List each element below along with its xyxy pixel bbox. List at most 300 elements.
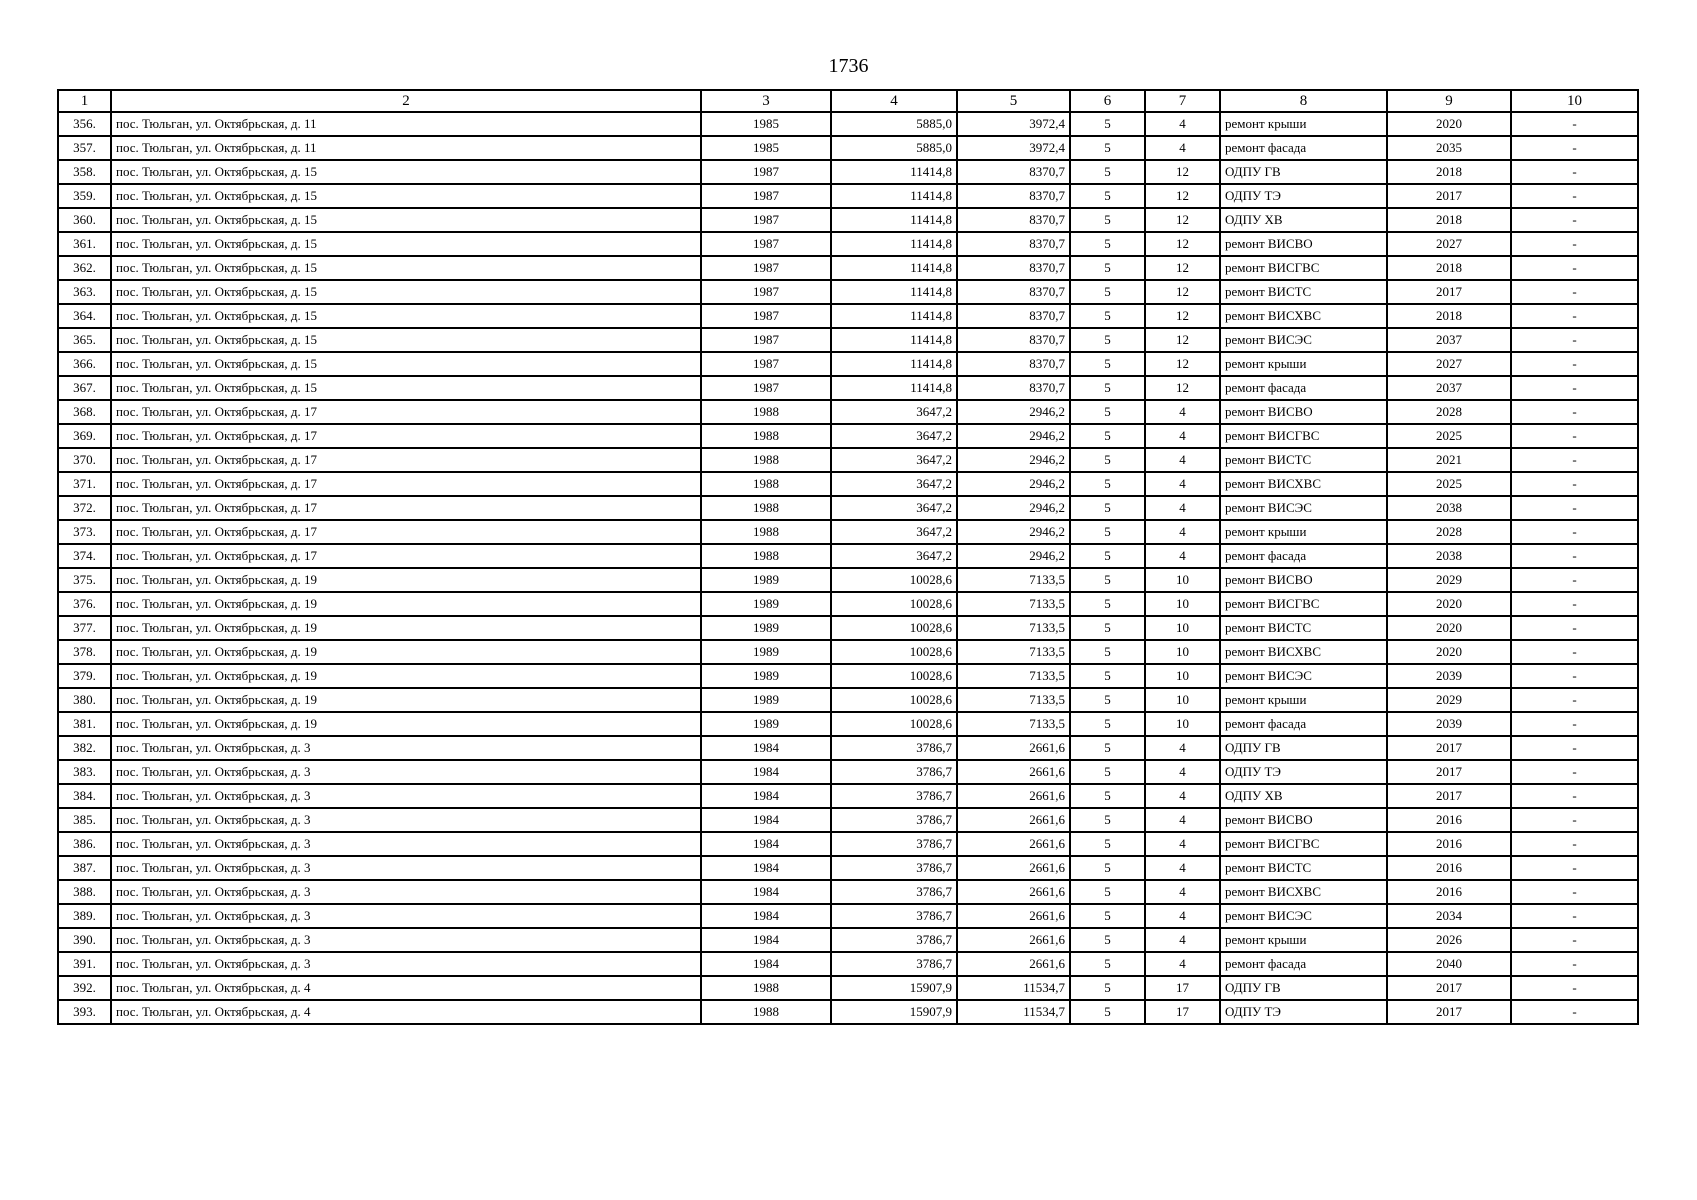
column-header: 7 bbox=[1145, 90, 1220, 112]
table-row bbox=[58, 952, 1638, 976]
total-area-cell: 3786,7 bbox=[831, 928, 957, 952]
plan-year-cell: 2037 bbox=[1387, 376, 1511, 400]
work-type-cell: ремонт фасада bbox=[1220, 952, 1387, 976]
work-type-cell: ремонт фасада bbox=[1220, 544, 1387, 568]
work-type-cell: ремонт фасада bbox=[1220, 712, 1387, 736]
year-cell: 1987 bbox=[701, 304, 831, 328]
address-cell: пос. Тюльган, ул. Октябрьская, д. 19 bbox=[111, 616, 701, 640]
note-cell: - bbox=[1511, 880, 1638, 904]
table-row bbox=[58, 688, 1638, 712]
row-number-cell: 372. bbox=[58, 496, 111, 520]
living-area-cell: 7133,5 bbox=[957, 712, 1070, 736]
work-type-cell: ОДПУ ГВ bbox=[1220, 736, 1387, 760]
floors-cell: 5 bbox=[1070, 472, 1145, 496]
total-area-cell: 10028,6 bbox=[831, 616, 957, 640]
plan-year-cell: 2028 bbox=[1387, 400, 1511, 424]
plan-year-cell: 2017 bbox=[1387, 1000, 1511, 1024]
plan-year-cell: 2029 bbox=[1387, 568, 1511, 592]
total-area-cell: 11414,8 bbox=[831, 328, 957, 352]
address-cell: пос. Тюльган, ул. Октябрьская, д. 4 bbox=[111, 976, 701, 1000]
living-area-cell: 2946,2 bbox=[957, 544, 1070, 568]
row-number-cell: 375. bbox=[58, 568, 111, 592]
row-number-cell: 391. bbox=[58, 952, 111, 976]
note-cell: - bbox=[1511, 112, 1638, 136]
year-cell: 1984 bbox=[701, 808, 831, 832]
total-area-cell: 3786,7 bbox=[831, 856, 957, 880]
year-cell: 1984 bbox=[701, 952, 831, 976]
table-row bbox=[58, 712, 1638, 736]
note-cell: - bbox=[1511, 952, 1638, 976]
row-number-cell: 384. bbox=[58, 784, 111, 808]
total-area-cell: 5885,0 bbox=[831, 136, 957, 160]
address-cell: пос. Тюльган, ул. Октябрьская, д. 11 bbox=[111, 112, 701, 136]
living-area-cell: 2661,6 bbox=[957, 784, 1070, 808]
living-area-cell: 2661,6 bbox=[957, 736, 1070, 760]
note-cell: - bbox=[1511, 424, 1638, 448]
year-cell: 1989 bbox=[701, 712, 831, 736]
address-cell: пос. Тюльган, ул. Октябрьская, д. 19 bbox=[111, 688, 701, 712]
row-number-cell: 361. bbox=[58, 232, 111, 256]
row-number-cell: 393. bbox=[58, 1000, 111, 1024]
total-area-cell: 11414,8 bbox=[831, 232, 957, 256]
floors-cell: 5 bbox=[1070, 544, 1145, 568]
total-area-cell: 3786,7 bbox=[831, 832, 957, 856]
entrances-cell: 10 bbox=[1145, 712, 1220, 736]
floors-cell: 5 bbox=[1070, 424, 1145, 448]
entrances-cell: 4 bbox=[1145, 400, 1220, 424]
work-type-cell: ОДПУ ХВ bbox=[1220, 784, 1387, 808]
plan-year-cell: 2025 bbox=[1387, 472, 1511, 496]
address-cell: пос. Тюльган, ул. Октябрьская, д. 19 bbox=[111, 592, 701, 616]
work-type-cell: ОДПУ ТЭ bbox=[1220, 1000, 1387, 1024]
year-cell: 1984 bbox=[701, 928, 831, 952]
year-cell: 1987 bbox=[701, 280, 831, 304]
living-area-cell: 7133,5 bbox=[957, 664, 1070, 688]
column-header: 9 bbox=[1387, 90, 1511, 112]
note-cell: - bbox=[1511, 184, 1638, 208]
address-cell: пос. Тюльган, ул. Октябрьская, д. 15 bbox=[111, 208, 701, 232]
note-cell: - bbox=[1511, 520, 1638, 544]
row-number-cell: 380. bbox=[58, 688, 111, 712]
total-area-cell: 3786,7 bbox=[831, 952, 957, 976]
plan-year-cell: 2027 bbox=[1387, 352, 1511, 376]
address-cell: пос. Тюльган, ул. Октябрьская, д. 17 bbox=[111, 400, 701, 424]
entrances-cell: 4 bbox=[1145, 808, 1220, 832]
row-number-cell: 378. bbox=[58, 640, 111, 664]
entrances-cell: 4 bbox=[1145, 472, 1220, 496]
address-cell: пос. Тюльган, ул. Октябрьская, д. 17 bbox=[111, 544, 701, 568]
year-cell: 1988 bbox=[701, 424, 831, 448]
plan-year-cell: 2018 bbox=[1387, 208, 1511, 232]
entrances-cell: 12 bbox=[1145, 160, 1220, 184]
total-area-cell: 10028,6 bbox=[831, 640, 957, 664]
column-header: 5 bbox=[957, 90, 1070, 112]
entrances-cell: 12 bbox=[1145, 184, 1220, 208]
year-cell: 1989 bbox=[701, 616, 831, 640]
floors-cell: 5 bbox=[1070, 112, 1145, 136]
note-cell: - bbox=[1511, 160, 1638, 184]
living-area-cell: 7133,5 bbox=[957, 640, 1070, 664]
table-row bbox=[58, 400, 1638, 424]
living-area-cell: 8370,7 bbox=[957, 352, 1070, 376]
total-area-cell: 3786,7 bbox=[831, 904, 957, 928]
living-area-cell: 8370,7 bbox=[957, 256, 1070, 280]
table-row bbox=[58, 256, 1638, 280]
work-type-cell: ремонт крыши bbox=[1220, 112, 1387, 136]
total-area-cell: 3647,2 bbox=[831, 472, 957, 496]
table-row bbox=[58, 832, 1638, 856]
living-area-cell: 11534,7 bbox=[957, 1000, 1070, 1024]
plan-year-cell: 2038 bbox=[1387, 544, 1511, 568]
year-cell: 1987 bbox=[701, 160, 831, 184]
row-number-cell: 379. bbox=[58, 664, 111, 688]
entrances-cell: 10 bbox=[1145, 640, 1220, 664]
work-type-cell: ремонт ВИСХВС bbox=[1220, 880, 1387, 904]
plan-year-cell: 2034 bbox=[1387, 904, 1511, 928]
table-row bbox=[58, 232, 1638, 256]
year-cell: 1985 bbox=[701, 136, 831, 160]
total-area-cell: 3786,7 bbox=[831, 784, 957, 808]
address-cell: пос. Тюльган, ул. Октябрьская, д. 19 bbox=[111, 640, 701, 664]
work-type-cell: ремонт ВИСТС bbox=[1220, 616, 1387, 640]
note-cell: - bbox=[1511, 328, 1638, 352]
row-number-cell: 360. bbox=[58, 208, 111, 232]
work-type-cell: ремонт ВИСХВС bbox=[1220, 640, 1387, 664]
row-number-cell: 376. bbox=[58, 592, 111, 616]
plan-year-cell: 2035 bbox=[1387, 136, 1511, 160]
plan-year-cell: 2017 bbox=[1387, 280, 1511, 304]
table-row bbox=[58, 592, 1638, 616]
year-cell: 1988 bbox=[701, 472, 831, 496]
entrances-cell: 4 bbox=[1145, 904, 1220, 928]
living-area-cell: 7133,5 bbox=[957, 568, 1070, 592]
year-cell: 1989 bbox=[701, 688, 831, 712]
living-area-cell: 2946,2 bbox=[957, 448, 1070, 472]
address-cell: пос. Тюльган, ул. Октябрьская, д. 17 bbox=[111, 424, 701, 448]
living-area-cell: 8370,7 bbox=[957, 328, 1070, 352]
living-area-cell: 2946,2 bbox=[957, 520, 1070, 544]
row-number-cell: 387. bbox=[58, 856, 111, 880]
address-cell: пос. Тюльган, ул. Октябрьская, д. 19 bbox=[111, 664, 701, 688]
year-cell: 1984 bbox=[701, 856, 831, 880]
floors-cell: 5 bbox=[1070, 952, 1145, 976]
note-cell: - bbox=[1511, 712, 1638, 736]
living-area-cell: 2661,6 bbox=[957, 904, 1070, 928]
work-type-cell: ремонт ВИСЭС bbox=[1220, 904, 1387, 928]
row-number-cell: 368. bbox=[58, 400, 111, 424]
living-area-cell: 8370,7 bbox=[957, 232, 1070, 256]
work-type-cell: ремонт ВИСГВС bbox=[1220, 832, 1387, 856]
address-cell: пос. Тюльган, ул. Октябрьская, д. 19 bbox=[111, 568, 701, 592]
living-area-cell: 2661,6 bbox=[957, 832, 1070, 856]
note-cell: - bbox=[1511, 664, 1638, 688]
total-area-cell: 3647,2 bbox=[831, 448, 957, 472]
address-cell: пос. Тюльган, ул. Октябрьская, д. 3 bbox=[111, 928, 701, 952]
year-cell: 1984 bbox=[701, 760, 831, 784]
plan-year-cell: 2020 bbox=[1387, 640, 1511, 664]
entrances-cell: 4 bbox=[1145, 928, 1220, 952]
plan-year-cell: 2026 bbox=[1387, 928, 1511, 952]
table-row bbox=[58, 328, 1638, 352]
work-type-cell: ремонт фасада bbox=[1220, 376, 1387, 400]
address-cell: пос. Тюльган, ул. Октябрьская, д. 17 bbox=[111, 448, 701, 472]
address-cell: пос. Тюльган, ул. Октябрьская, д. 3 bbox=[111, 760, 701, 784]
address-cell: пос. Тюльган, ул. Октябрьская, д. 15 bbox=[111, 256, 701, 280]
year-cell: 1988 bbox=[701, 448, 831, 472]
table-row bbox=[58, 976, 1638, 1000]
floors-cell: 5 bbox=[1070, 1000, 1145, 1024]
floors-cell: 5 bbox=[1070, 352, 1145, 376]
plan-year-cell: 2017 bbox=[1387, 976, 1511, 1000]
work-type-cell: ремонт ВИСВО bbox=[1220, 808, 1387, 832]
entrances-cell: 10 bbox=[1145, 664, 1220, 688]
floors-cell: 5 bbox=[1070, 208, 1145, 232]
table-row bbox=[58, 424, 1638, 448]
header-row bbox=[58, 90, 1638, 112]
living-area-cell: 8370,7 bbox=[957, 376, 1070, 400]
note-cell: - bbox=[1511, 496, 1638, 520]
entrances-cell: 4 bbox=[1145, 544, 1220, 568]
total-area-cell: 15907,9 bbox=[831, 976, 957, 1000]
note-cell: - bbox=[1511, 448, 1638, 472]
year-cell: 1984 bbox=[701, 784, 831, 808]
note-cell: - bbox=[1511, 400, 1638, 424]
floors-cell: 5 bbox=[1070, 928, 1145, 952]
table-row bbox=[58, 616, 1638, 640]
floors-cell: 5 bbox=[1070, 808, 1145, 832]
entrances-cell: 4 bbox=[1145, 856, 1220, 880]
floors-cell: 5 bbox=[1070, 688, 1145, 712]
table-row bbox=[58, 472, 1638, 496]
row-number-cell: 367. bbox=[58, 376, 111, 400]
year-cell: 1987 bbox=[701, 328, 831, 352]
entrances-cell: 4 bbox=[1145, 880, 1220, 904]
entrances-cell: 12 bbox=[1145, 232, 1220, 256]
living-area-cell: 11534,7 bbox=[957, 976, 1070, 1000]
entrances-cell: 4 bbox=[1145, 136, 1220, 160]
total-area-cell: 11414,8 bbox=[831, 376, 957, 400]
work-type-cell: ремонт ВИСВО bbox=[1220, 568, 1387, 592]
table-row bbox=[58, 880, 1638, 904]
entrances-cell: 4 bbox=[1145, 496, 1220, 520]
row-number-cell: 392. bbox=[58, 976, 111, 1000]
row-number-cell: 374. bbox=[58, 544, 111, 568]
living-area-cell: 8370,7 bbox=[957, 208, 1070, 232]
plan-year-cell: 2020 bbox=[1387, 592, 1511, 616]
entrances-cell: 4 bbox=[1145, 112, 1220, 136]
work-type-cell: ремонт ВИСТС bbox=[1220, 448, 1387, 472]
column-header: 8 bbox=[1220, 90, 1387, 112]
address-cell: пос. Тюльган, ул. Октябрьская, д. 3 bbox=[111, 736, 701, 760]
floors-cell: 5 bbox=[1070, 160, 1145, 184]
row-number-cell: 383. bbox=[58, 760, 111, 784]
table-row bbox=[58, 808, 1638, 832]
note-cell: - bbox=[1511, 592, 1638, 616]
entrances-cell: 4 bbox=[1145, 520, 1220, 544]
address-cell: пос. Тюльган, ул. Октябрьская, д. 15 bbox=[111, 376, 701, 400]
year-cell: 1984 bbox=[701, 736, 831, 760]
note-cell: - bbox=[1511, 832, 1638, 856]
floors-cell: 5 bbox=[1070, 496, 1145, 520]
living-area-cell: 7133,5 bbox=[957, 616, 1070, 640]
note-cell: - bbox=[1511, 688, 1638, 712]
entrances-cell: 10 bbox=[1145, 616, 1220, 640]
entrances-cell: 12 bbox=[1145, 208, 1220, 232]
year-cell: 1988 bbox=[701, 496, 831, 520]
table-row bbox=[58, 784, 1638, 808]
floors-cell: 5 bbox=[1070, 592, 1145, 616]
living-area-cell: 2946,2 bbox=[957, 400, 1070, 424]
year-cell: 1987 bbox=[701, 352, 831, 376]
table-row bbox=[58, 208, 1638, 232]
floors-cell: 5 bbox=[1070, 400, 1145, 424]
entrances-cell: 12 bbox=[1145, 328, 1220, 352]
row-number-cell: 382. bbox=[58, 736, 111, 760]
address-cell: пос. Тюльган, ул. Октябрьская, д. 3 bbox=[111, 832, 701, 856]
year-cell: 1987 bbox=[701, 376, 831, 400]
total-area-cell: 3647,2 bbox=[831, 520, 957, 544]
table-row bbox=[58, 112, 1638, 136]
entrances-cell: 12 bbox=[1145, 256, 1220, 280]
year-cell: 1989 bbox=[701, 640, 831, 664]
note-cell: - bbox=[1511, 304, 1638, 328]
living-area-cell: 2946,2 bbox=[957, 472, 1070, 496]
living-area-cell: 2661,6 bbox=[957, 880, 1070, 904]
total-area-cell: 3786,7 bbox=[831, 880, 957, 904]
living-area-cell: 3972,4 bbox=[957, 112, 1070, 136]
address-cell: пос. Тюльган, ул. Октябрьская, д. 3 bbox=[111, 784, 701, 808]
registry-table bbox=[57, 89, 1639, 1025]
work-type-cell: ОДПУ ГВ bbox=[1220, 976, 1387, 1000]
address-cell: пос. Тюльган, ул. Октябрьская, д. 15 bbox=[111, 160, 701, 184]
work-type-cell: ремонт ВИСВО bbox=[1220, 400, 1387, 424]
note-cell: - bbox=[1511, 208, 1638, 232]
living-area-cell: 8370,7 bbox=[957, 184, 1070, 208]
floors-cell: 5 bbox=[1070, 736, 1145, 760]
note-cell: - bbox=[1511, 760, 1638, 784]
work-type-cell: ОДПУ ТЭ bbox=[1220, 760, 1387, 784]
table-row bbox=[58, 520, 1638, 544]
floors-cell: 5 bbox=[1070, 136, 1145, 160]
table-row bbox=[58, 904, 1638, 928]
living-area-cell: 8370,7 bbox=[957, 280, 1070, 304]
total-area-cell: 10028,6 bbox=[831, 592, 957, 616]
year-cell: 1984 bbox=[701, 880, 831, 904]
plan-year-cell: 2017 bbox=[1387, 736, 1511, 760]
column-header: 3 bbox=[701, 90, 831, 112]
table-row bbox=[58, 376, 1638, 400]
note-cell: - bbox=[1511, 544, 1638, 568]
living-area-cell: 7133,5 bbox=[957, 688, 1070, 712]
floors-cell: 5 bbox=[1070, 376, 1145, 400]
entrances-cell: 4 bbox=[1145, 736, 1220, 760]
total-area-cell: 10028,6 bbox=[831, 712, 957, 736]
total-area-cell: 10028,6 bbox=[831, 568, 957, 592]
address-cell: пос. Тюльган, ул. Октябрьская, д. 15 bbox=[111, 304, 701, 328]
address-cell: пос. Тюльган, ул. Октябрьская, д. 17 bbox=[111, 472, 701, 496]
entrances-cell: 4 bbox=[1145, 952, 1220, 976]
work-type-cell: ремонт крыши bbox=[1220, 688, 1387, 712]
total-area-cell: 3647,2 bbox=[831, 400, 957, 424]
work-type-cell: ОДПУ ТЭ bbox=[1220, 184, 1387, 208]
row-number-cell: 363. bbox=[58, 280, 111, 304]
floors-cell: 5 bbox=[1070, 904, 1145, 928]
plan-year-cell: 2027 bbox=[1387, 232, 1511, 256]
total-area-cell: 10028,6 bbox=[831, 688, 957, 712]
floors-cell: 5 bbox=[1070, 832, 1145, 856]
total-area-cell: 11414,8 bbox=[831, 256, 957, 280]
living-area-cell: 3972,4 bbox=[957, 136, 1070, 160]
entrances-cell: 12 bbox=[1145, 280, 1220, 304]
table-row bbox=[58, 856, 1638, 880]
entrances-cell: 12 bbox=[1145, 352, 1220, 376]
address-cell: пос. Тюльган, ул. Октябрьская, д. 15 bbox=[111, 232, 701, 256]
row-number-cell: 386. bbox=[58, 832, 111, 856]
table-row bbox=[58, 568, 1638, 592]
address-cell: пос. Тюльган, ул. Октябрьская, д. 3 bbox=[111, 952, 701, 976]
work-type-cell: ремонт ВИСГВС bbox=[1220, 424, 1387, 448]
plan-year-cell: 2017 bbox=[1387, 184, 1511, 208]
floors-cell: 5 bbox=[1070, 520, 1145, 544]
address-cell: пос. Тюльган, ул. Октябрьская, д. 15 bbox=[111, 352, 701, 376]
plan-year-cell: 2016 bbox=[1387, 808, 1511, 832]
column-header: 2 bbox=[111, 90, 701, 112]
address-cell: пос. Тюльган, ул. Октябрьская, д. 17 bbox=[111, 520, 701, 544]
entrances-cell: 4 bbox=[1145, 784, 1220, 808]
year-cell: 1989 bbox=[701, 568, 831, 592]
table-row bbox=[58, 280, 1638, 304]
total-area-cell: 3647,2 bbox=[831, 424, 957, 448]
floors-cell: 5 bbox=[1070, 448, 1145, 472]
note-cell: - bbox=[1511, 1000, 1638, 1024]
total-area-cell: 3647,2 bbox=[831, 544, 957, 568]
entrances-cell: 4 bbox=[1145, 448, 1220, 472]
floors-cell: 5 bbox=[1070, 304, 1145, 328]
plan-year-cell: 2025 bbox=[1387, 424, 1511, 448]
row-number-cell: 356. bbox=[58, 112, 111, 136]
work-type-cell: ремонт ВИСВО bbox=[1220, 232, 1387, 256]
floors-cell: 5 bbox=[1070, 184, 1145, 208]
table-row bbox=[58, 736, 1638, 760]
floors-cell: 5 bbox=[1070, 640, 1145, 664]
year-cell: 1987 bbox=[701, 256, 831, 280]
floors-cell: 5 bbox=[1070, 328, 1145, 352]
plan-year-cell: 2018 bbox=[1387, 256, 1511, 280]
entrances-cell: 17 bbox=[1145, 976, 1220, 1000]
row-number-cell: 369. bbox=[58, 424, 111, 448]
entrances-cell: 4 bbox=[1145, 424, 1220, 448]
floors-cell: 5 bbox=[1070, 664, 1145, 688]
row-number-cell: 371. bbox=[58, 472, 111, 496]
floors-cell: 5 bbox=[1070, 760, 1145, 784]
work-type-cell: ремонт ВИСХВС bbox=[1220, 472, 1387, 496]
floors-cell: 5 bbox=[1070, 784, 1145, 808]
floors-cell: 5 bbox=[1070, 568, 1145, 592]
living-area-cell: 2661,6 bbox=[957, 760, 1070, 784]
total-area-cell: 11414,8 bbox=[831, 160, 957, 184]
table-row bbox=[58, 1000, 1638, 1024]
table-row bbox=[58, 544, 1638, 568]
row-number-cell: 377. bbox=[58, 616, 111, 640]
work-type-cell: ремонт ВИСЭС bbox=[1220, 328, 1387, 352]
plan-year-cell: 2016 bbox=[1387, 832, 1511, 856]
living-area-cell: 8370,7 bbox=[957, 304, 1070, 328]
work-type-cell: ремонт ВИСЭС bbox=[1220, 664, 1387, 688]
total-area-cell: 3647,2 bbox=[831, 496, 957, 520]
address-cell: пос. Тюльган, ул. Октябрьская, д. 15 bbox=[111, 328, 701, 352]
year-cell: 1985 bbox=[701, 112, 831, 136]
address-cell: пос. Тюльган, ул. Октябрьская, д. 19 bbox=[111, 712, 701, 736]
